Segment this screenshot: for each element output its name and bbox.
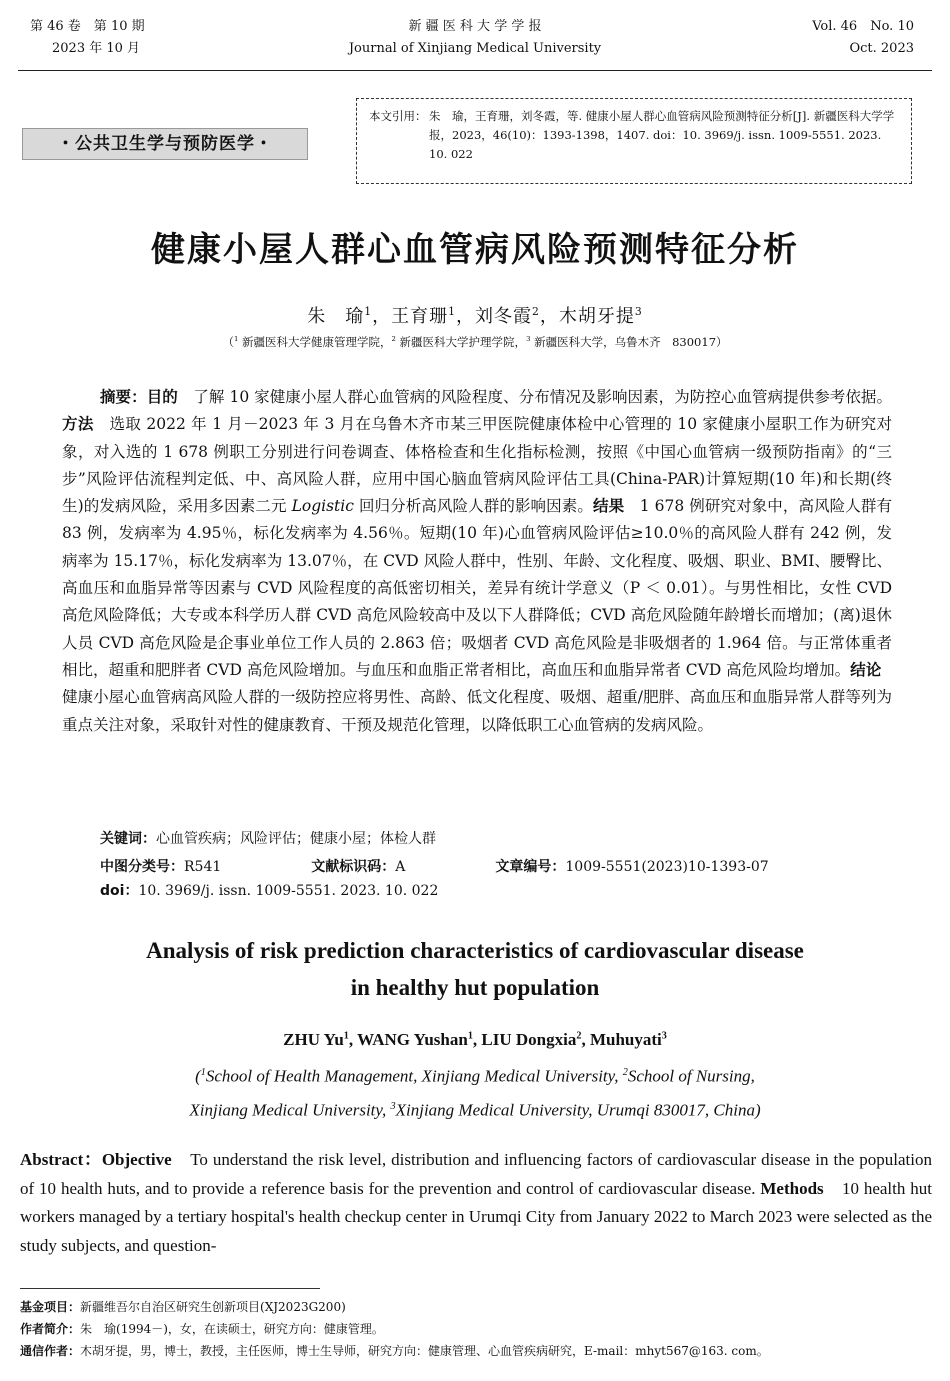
abstract-en — [20, 1146, 932, 1260]
author-sup: 1 — [448, 305, 456, 318]
methods-text-2: 回归分析高风险人群的影响因素。 — [353, 497, 593, 516]
methods-em: Logistic — [291, 497, 354, 516]
methods-en-text: 10 health hut workers managed by a tertiary hospital's health checkup center in Urumqi City from January 2022 to March 2023 were selected as the study subjects, and question- — [20, 1178, 932, 1255]
objective-en-text: To understand the risk level, distribution and influencing factors of cardiovascular disease in the population of 10 health huts, and to provide a reference basis for the prevention and control of cardiovascular disease. — [20, 1150, 933, 1198]
affil-en-line2: Xinjiang Medical University, $^3$Xinjiang Medical University, Urumqi 830017, China) — [189, 1100, 761, 1120]
methods-text: 选取 2022 年 1 月－2023 年 3 月在乌鲁木齐市某三甲医院健康体检中心管理的 10 家健康小屋职工作为研究对象，对入选的 1 678 例职工分别进行问卷调查、体格检查和生化指标检测，按照《中国心血管病一级预防指南》的“三步”风险评估流程判定低、中、高风险人群，应用中国心脑血管病风险评估工具(China-PAR)计算短期(10 年)和长期(终生)的发病风险，采用多因素二元 — [62, 415, 892, 516]
article-no-value: 1009-5551(2023)10-1393-07 — [565, 859, 769, 875]
citation-label: 本文引用： — [369, 109, 427, 123]
doi-value: 10. 3969/j. issn. 1009-5551. 2023. 10. 022 — [138, 883, 439, 899]
author-name: 朱 瑜 — [307, 306, 365, 327]
author-sup: 1 — [364, 305, 373, 318]
volume-issue: 第 46 卷 第 10 期 — [30, 19, 145, 34]
section-category: ・公共卫生学与预防医学・ — [22, 128, 308, 160]
keywords-label: 关键词： — [100, 831, 156, 847]
methods-label: 方法 — [62, 415, 94, 434]
issue-date-en: Oct. 2023 — [849, 41, 914, 56]
authors-en: ZHU Yu$^1$, WANG Yushan$^1$, LIU Dongxia$^2$, Muhuyati$^3$ — [283, 1030, 667, 1049]
objective-label: 目的 — [146, 388, 178, 406]
footnote-rule — [20, 1288, 320, 1289]
results-text: 1 678 例研究对象中，高风险人群有 83 例，发病率为 4.95％，标化发病率为 4.56％。短期(10 年)心血管病风险评估≥10.0％的高风险人群有 242 例，发病率为 15.17％，标化发病率为 13.07％，在 CVD 风险人群中，性别、年龄、文化程度、吸烟、职业、BMI、腰臀比、高血压和血脂异常等因素与 CVD 风险程度的高低密切相关，差异有统计学意义（P ＜ 0.01）。与男性相比，女性 CVD 高危风险降低；大专或本科学历人群 CVD 高危风险较高中及以下人群降低；CVD 高危风险随年龄增长而增加；(离)退休人员 CVD 高危风险是企事业单位工作人员的 2.863 倍；吸烟者 CVD 高危风险是非吸烟者的 1.964 倍。与正常体重者相比，超重和肥胖者 CVD 高危风险增加。与血压和血脂正常者相比，高血压和血脂异常者 CVD 高危风险均增加。 — [62, 497, 892, 679]
journal-name-cn: 新 疆 医 科 大 学 学 报 — [408, 19, 542, 34]
conclusion-label: 结论 — [850, 660, 882, 679]
objective-en-label: Objective — [101, 1150, 172, 1169]
keywords-value: 心血管疾病；风险评估；健康小屋；体检人群 — [156, 831, 436, 847]
doi — [100, 880, 900, 902]
author-note: 作者简介：朱 瑜(1994－)，女，在读硕士，研究方向：健康管理。 — [20, 1322, 384, 1336]
affil-en-line1: ($^1$School of Health Management, Xinjiang Medical University, $^2$School of Nursing, — [195, 1066, 755, 1086]
objective-text: 了解 10 家健康小屋人群心血管病的风险程度、分布情况及影响因素，为防控心血管病提供参考依据。 — [177, 388, 892, 406]
doi-label: doi： — [100, 883, 139, 899]
corresponding-note: 通信作者：木胡牙提，男，博士，教授，主任医师，博士生导师，研究方向：健康管理、心血管疾病研究，E-mail：mhyt567@163. com。 — [20, 1344, 769, 1358]
affiliations-cn: （$^1$ 新疆医科大学健康管理学院，$^2$ 新疆医科大学护理学院，$^3$ 新疆医科大学，乌鲁木齐 830017） — [222, 335, 728, 349]
title-en-line1: Analysis of risk prediction characteristics of cardiovascular disease — [146, 938, 804, 963]
doc-code-value: A — [395, 859, 406, 875]
title-en-line2: in healthy hut population — [350, 975, 600, 1000]
citation-text: 朱 瑜，王育珊，刘冬霞，等. 健康小屋人群心血管病风险预测特征分析[J]. 新疆医科大学学报，2023，46(10)：1393-1398，1407. doi：10. 3969/j. issn. 1009-5551. 2023. 10. 022 — [429, 109, 895, 161]
journal-name-en: Journal of Xinjiang Medical University — [348, 41, 602, 56]
keywords — [100, 828, 900, 850]
classification — [100, 856, 900, 878]
abstract-label: 摘要： — [100, 388, 147, 406]
abstract-cn — [62, 384, 897, 739]
journal-issue-en — [812, 16, 914, 60]
issue-date: 2023 年 10 月 — [52, 41, 141, 56]
volume-issue-en: Vol. 46 No. 10 — [812, 19, 914, 34]
title-cn: 健康小屋人群心血管病风险预测特征分析 — [151, 230, 799, 270]
footnotes — [20, 1296, 932, 1362]
author-name: 王育珊 — [391, 306, 449, 327]
fund-note: 基金项目：新疆维吾尔自治区研究生创新项目(XJ2023G200) — [20, 1300, 346, 1314]
author-sup: 3 — [634, 305, 643, 318]
clc-value: R541 — [184, 859, 222, 875]
conclusion-text: 健康小屋心血管病高风险人群的一级防控应将男性、高龄、低文化程度、吸烟、超重/肥胖、高血压和血脂异常人群等列为重点关注对象，采取针对性的健康教育、干预及规范化管理，以降低职工心血管病的发病风险。 — [62, 660, 897, 734]
author-name: 刘冬霞 — [475, 306, 532, 327]
citation-box — [356, 98, 912, 184]
article-no-label: 文章编号： — [495, 859, 566, 875]
abstract-en-label: Abstract： — [20, 1150, 102, 1169]
author-name: 木胡牙提 — [558, 306, 635, 327]
affiliations-en — [0, 1058, 950, 1125]
methods-en-label: Methods — [760, 1178, 824, 1198]
author-sup: 2 — [532, 305, 540, 318]
authors-cn: 朱 瑜$^1$，王育珊$^1$，刘冬霞$^2$，木胡牙提$^3$ — [307, 305, 643, 327]
title-en — [0, 932, 950, 1006]
header-rule — [18, 70, 932, 71]
results-label: 结果 — [592, 497, 625, 516]
doc-code-label: 文献标识码： — [311, 859, 396, 875]
journal-name — [0, 16, 950, 60]
clc-label: 中图分类号： — [100, 859, 184, 875]
